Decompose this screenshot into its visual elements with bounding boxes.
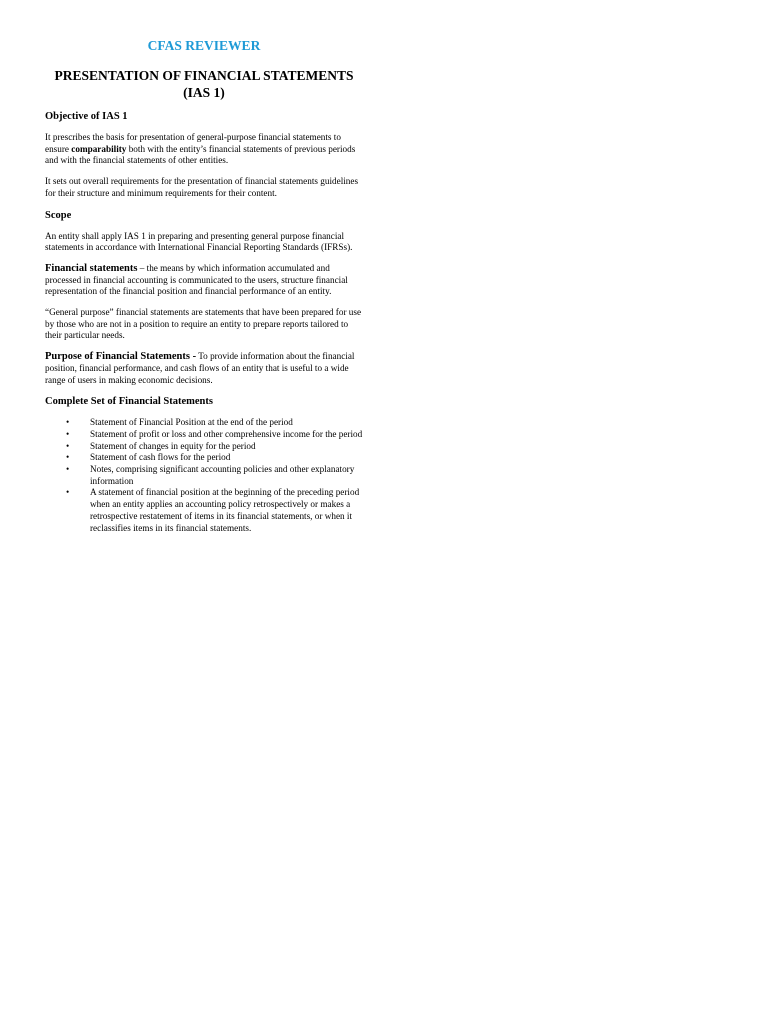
list-item-text: Notes, comprising significant accounting policies and other explanatory information — [90, 464, 355, 486]
bullet-icon: • — [66, 428, 70, 439]
list-item — [45, 487, 363, 534]
financial-statements-term: Financial statements — [45, 262, 138, 274]
list-item — [45, 441, 363, 453]
objective-p1-text-b: both with the entity’s financial statements of previous periods and with the financial statements of other entities. — [45, 143, 356, 166]
financial-statements-definition — [45, 263, 363, 298]
list-item — [45, 429, 363, 441]
objective-paragraph-1 — [45, 132, 363, 167]
content-column — [45, 36, 363, 534]
list-item-text: A statement of financial position at the beginning of the preceding period when an entity applies an accounting policy retrospectively or makes a retrospective restatement of items in its financial statements, or when it reclassifies items in its financial statements. — [90, 487, 360, 533]
purpose-term: Purpose of Financial Statements - — [45, 351, 197, 363]
brand-title: CFAS REVIEWER — [147, 38, 261, 53]
page-title: PRESENTATION OF FINANCIAL STATEMENTS (IAS 1) — [54, 68, 354, 100]
bullet-icon: • — [66, 452, 70, 463]
complete-set-heading: Complete Set of Financial Statements — [45, 396, 213, 408]
list-item — [45, 417, 363, 429]
scope-heading: Scope — [45, 209, 72, 221]
general-purpose-paragraph: “General purpose” financial statements are statements that have been prepared for use by those who are not in a position to require an entity to prepare reports tailored to their particular needs. — [45, 307, 362, 341]
objective-p1-text-a: It prescribes the basis for presentation of general-purpose financial statements to ensure — [45, 132, 341, 154]
list-item — [45, 464, 363, 487]
bullet-icon: • — [66, 417, 70, 428]
list-item — [45, 452, 363, 464]
purpose-definition — [45, 351, 363, 386]
purpose-text: To provide information about the financial position, financial performance, and cash flows of an entity that is useful to a wide range of users in making economic decisions. — [45, 351, 355, 385]
complete-set-list — [45, 417, 363, 534]
list-item-text: Statement of profit or loss and other comprehensive income for the period — [90, 428, 363, 439]
bullet-icon: • — [66, 464, 70, 475]
bullet-icon: • — [66, 440, 70, 451]
comparability-term: comparability — [71, 143, 127, 154]
list-item-text: Statement of changes in equity for the period — [90, 440, 256, 451]
objective-heading: Objective of IAS 1 — [45, 111, 128, 122]
bullet-icon: • — [66, 487, 70, 498]
financial-statements-text: – the means by which information accumulated and processed in financial accounting is communicated to the users, structure financial representation of the financial position and financial performance of an entity. — [45, 262, 348, 297]
objective-paragraph-2: It sets out overall requirements for the presentation of financial statements guidelines for their structure and minimum requirements for their content. — [45, 176, 359, 198]
list-item-text: Statement of Financial Position at the end of the period — [90, 417, 293, 428]
scope-paragraph: An entity shall apply IAS 1 in preparing and presenting general purpose financial statements in accordance with International Financial Reporting Standards (IFRSs). — [45, 230, 353, 253]
list-item-text: Statement of cash flows for the period — [90, 452, 231, 463]
